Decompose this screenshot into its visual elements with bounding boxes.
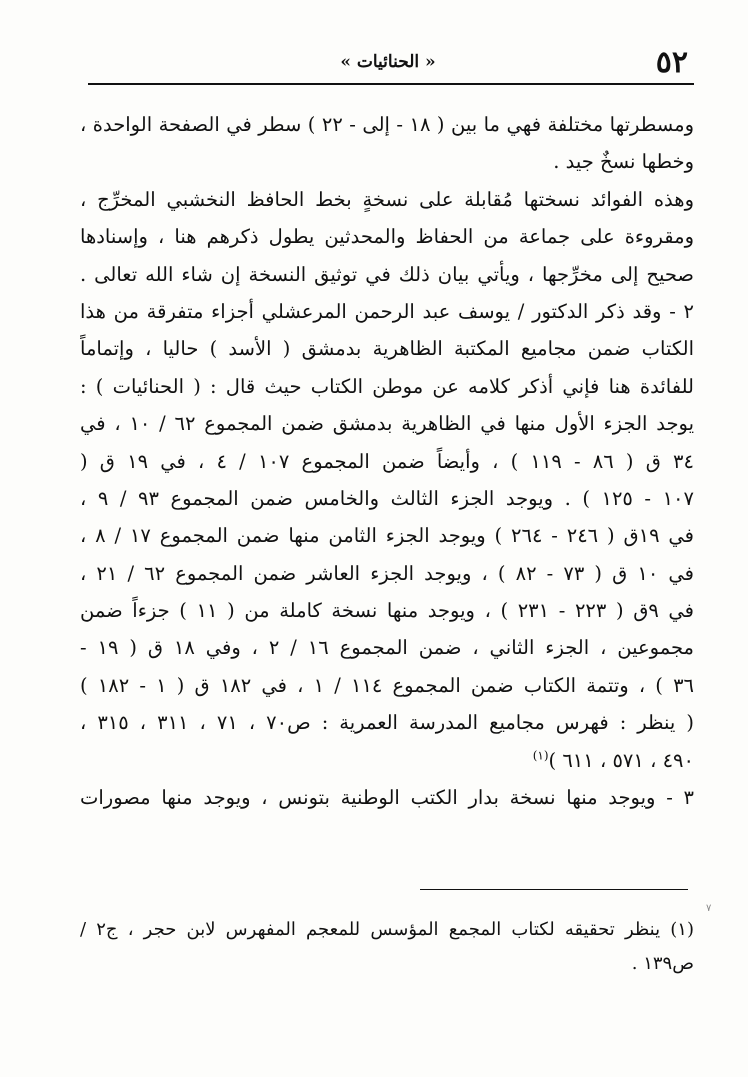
text-line: للفائدة هنا فإني أذكر كلامه عن موطن الكتاب حيث قال : ( الحنائيات ) : bbox=[80, 374, 694, 398]
footnote-rule bbox=[420, 889, 688, 890]
text-line: ومقروءة على جماعة من الحفاظ والمحدثين يطول ذكرهم هنا ، وإسنادها bbox=[80, 225, 694, 249]
text-line: في ١٠ ق ( ٧٣ - ٨٢ ) ، ويوجد الجزء العاشر ضمن المجموع ٦٢ / ٢١ ، bbox=[80, 561, 694, 585]
text-line: ٣ - ويوجد منها نسخة بدار الكتب الوطنية بتونس ، ويوجد منها مصورات bbox=[80, 786, 694, 810]
text-line: ٣٦ ) ، وتتمة الكتاب ضمن المجموع ١١٤ / ١ ، في ١٨٢ ق ( ١ - ١٨٢ ) bbox=[80, 673, 694, 697]
text-line: صحيح إلى مخرِّجها ، ويأتي بيان ذلك في توثيق النسخة إن شاء الله تعالى . bbox=[80, 262, 694, 286]
text-line: ٣٤ ق ( ٨٦ - ١١٩ ) ، وأيضاً ضمن المجموع ١٠٧ / ٤ ، في ١٩ ق ( bbox=[80, 449, 694, 473]
text-line: الكتاب ضمن مجاميع المكتبة الظاهرية بدمشق ( الأسد ) حاليا ، وإتماماً bbox=[80, 337, 694, 361]
running-title: « الحنائيات » bbox=[340, 52, 436, 72]
page-number: ٥٢ bbox=[655, 45, 688, 80]
page-header bbox=[88, 44, 688, 82]
text-line: في ٩ق ( ٢٢٣ - ٢٣١ ) ، ويوجد منها نسخة كاملة من ( ١١ ) جزءاً ضمن bbox=[80, 599, 694, 623]
main-text bbox=[80, 106, 694, 816]
text-line: ( ينظر : فهرس مجاميع المدرسة العمرية : ص٧٠ ، ٧١ ، ٣١١ ، ٣١٥ ، bbox=[80, 711, 694, 735]
text-line: ٢ - وقد ذكر الدكتور / يوسف عبد الرحمن المرعشلي أجزاء متفرقة من هذا bbox=[80, 299, 694, 323]
text-line: يوجد الجزء الأول منها في الظاهرية بدمشق ضمن المجموع ٦٢ / ١٠ ، في bbox=[80, 412, 694, 436]
text-line: وخطها نسخٌ جيد . bbox=[553, 150, 694, 174]
text-line: ١٠٧ - ١٢٥ ) . ويوجد الجزء الثالث والخامس ضمن المجموع ٩٣ / ٩ ، bbox=[80, 486, 694, 510]
text-line-content: ٤٩٠ ، ٥٧١ ، ٦١١ ) bbox=[548, 748, 694, 772]
text-line: وهذه الفوائد نسختها مُقابلة على نسخةٍ بخط الحافظ النخشبي المخرِّج ، bbox=[80, 187, 694, 211]
text-line: في ١٩ق ( ٢٤٦ - ٢٦٤ ) ويوجد الجزء الثامن منها ضمن المجموع ١٧ / ٨ ، bbox=[80, 524, 694, 548]
text-line: مجموعين ، الجزء الثاني ، ضمن المجموع ١٦ / ٢ ، وفي ١٨ ق ( ١٩ - bbox=[80, 636, 694, 660]
footnote-marker[interactable]: (١) bbox=[532, 748, 549, 763]
footnote bbox=[80, 913, 694, 981]
footnote-line: ص١٣٩ . bbox=[631, 953, 694, 974]
header-rule bbox=[88, 83, 694, 85]
margin-mark: ٧ bbox=[706, 903, 712, 914]
text-line: ومسطرتها مختلفة فهي ما بين ( ١٨ - إلى - ٢٢ ) سطر في الصفحة الواحدة ، bbox=[80, 113, 694, 136]
text-line-with-footnote bbox=[80, 742, 694, 779]
footnote-line: (١) ينظر تحقيقه لكتاب المجمع المؤسس للمعجم المفهرس لابن حجر ، ج٢ / bbox=[80, 919, 694, 940]
